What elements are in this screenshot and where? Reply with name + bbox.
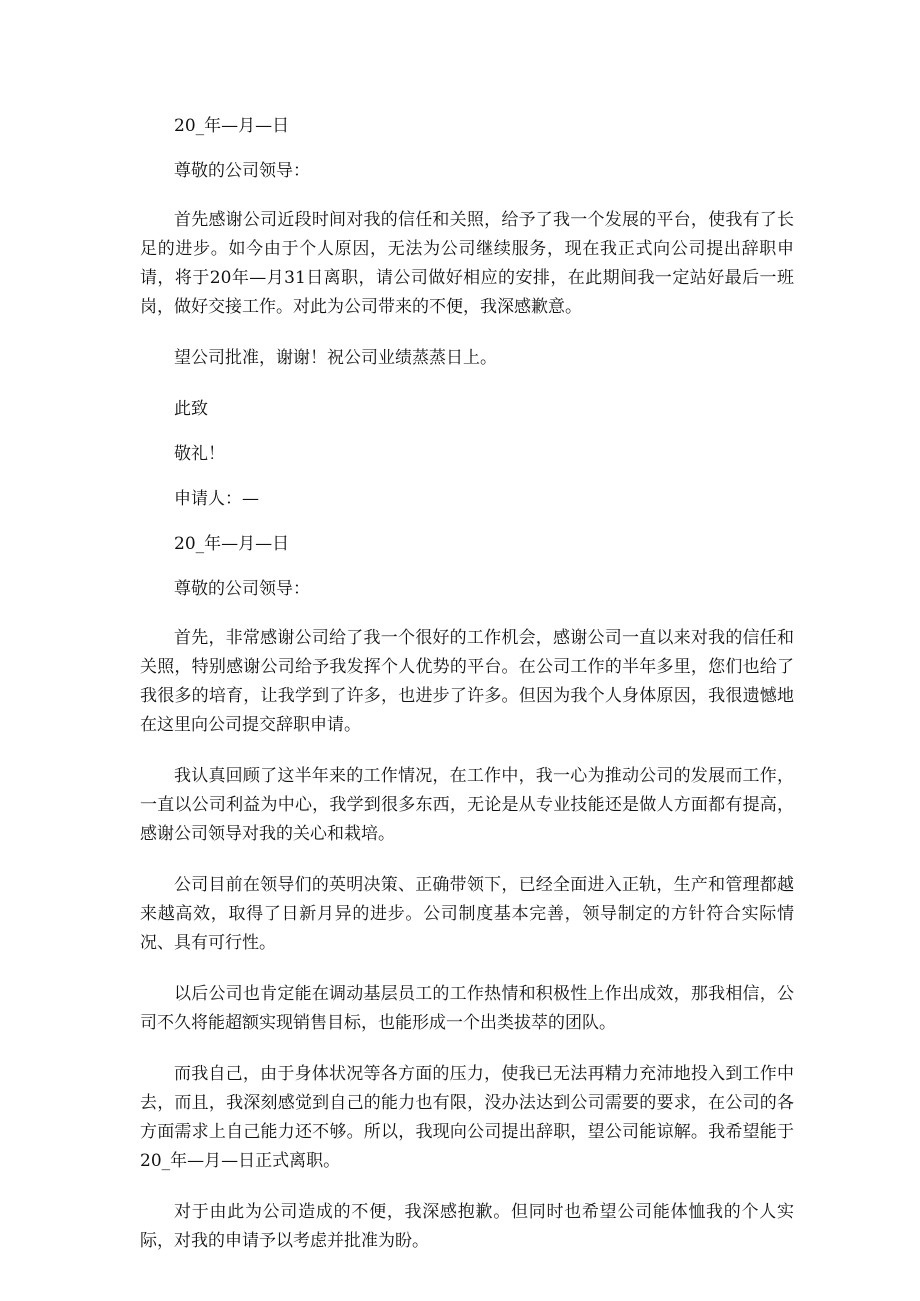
letter1-salutation: 尊敬的公司领导：: [174, 161, 310, 181]
letter2-paragraph: 我认真回顾了这半年来的工作情况，在工作中，我一心为推动公司的发展而工作，一直以公司利益为中心，我学到很多东西，无论是从专业技能还是做人方面都有提高，感谢公司领导对我的关心和栽培。: [140, 766, 794, 844]
letter1-paragraph: 首先感谢公司近段时间对我的信任和关照，给予了我一个发展的平台，使我有了长足的进步。如今由于个人原因，无法为公司继续服务，现在我正式向公司提出辞职申请，将于20年—月31日离职，请公司做好相应的安排，在此期间我一定站好最后一班岗，做好交接工作。对此为公司带来的不便，我深感歉意。: [140, 210, 794, 317]
letter2-date: 20_年—月—日: [174, 534, 290, 554]
letter2-paragraph: 首先，非常感谢公司给了我一个很好的工作机会，感谢公司一直以来对我的信任和关照，特别感谢公司给予我发挥个人优势的平台。在公司工作的半年多里，您们也给了我很多的培育，让我学到了许多，也进步了许多。但因为我个人身体原因，我很遗憾地在这里向公司提交辞职申请。: [140, 628, 794, 735]
letter2-salutation: 尊敬的公司领导：: [174, 579, 310, 599]
document-content: [140, 112, 794, 1278]
letter1-closing-ci-zhi: 此致: [174, 399, 208, 419]
letter1-date: 20_年—月—日: [174, 116, 290, 136]
letter2-paragraph: 公司目前在领导们的英明决策、正确带领下，已经全面进入正轨，生产和管理都越来越高效，取得了日新月异的进步。公司制度基本完善，领导制定的方针符合实际情况、具有可行性。: [140, 875, 794, 953]
letter2-paragraph: 对于由此为公司造成的不便，我深感抱歉。但同时也希望公司能体恤我的个人实际，对我的申请予以考虑并批准为盼。: [140, 1202, 794, 1251]
letter2-paragraph: 而我自己，由于身体状况等各方面的压力，使我已无法再精力充沛地投入到工作中去，而且，我深刻感觉到自己的能力也有限，没办法达到公司需要的要求，在公司的各方面需求上自己能力还不够。所以，我现向公司提出辞职，望公司能谅解。我希望能于20_年—月—日正式离职。: [140, 1064, 794, 1171]
letter2-paragraph: 以后公司也肯定能在调动基层员工的工作热情和积极性上作出成效，那我相信，公司不久将能超额实现销售目标，也能形成一个出类拔萃的团队。: [140, 984, 794, 1033]
letter1-closing-jing-li: 敬礼！: [174, 444, 225, 464]
letter1-paragraph: 望公司批准，谢谢！祝公司业绩蒸蒸日上。: [174, 348, 497, 368]
letter1-signature: 申请人：—: [174, 489, 259, 509]
